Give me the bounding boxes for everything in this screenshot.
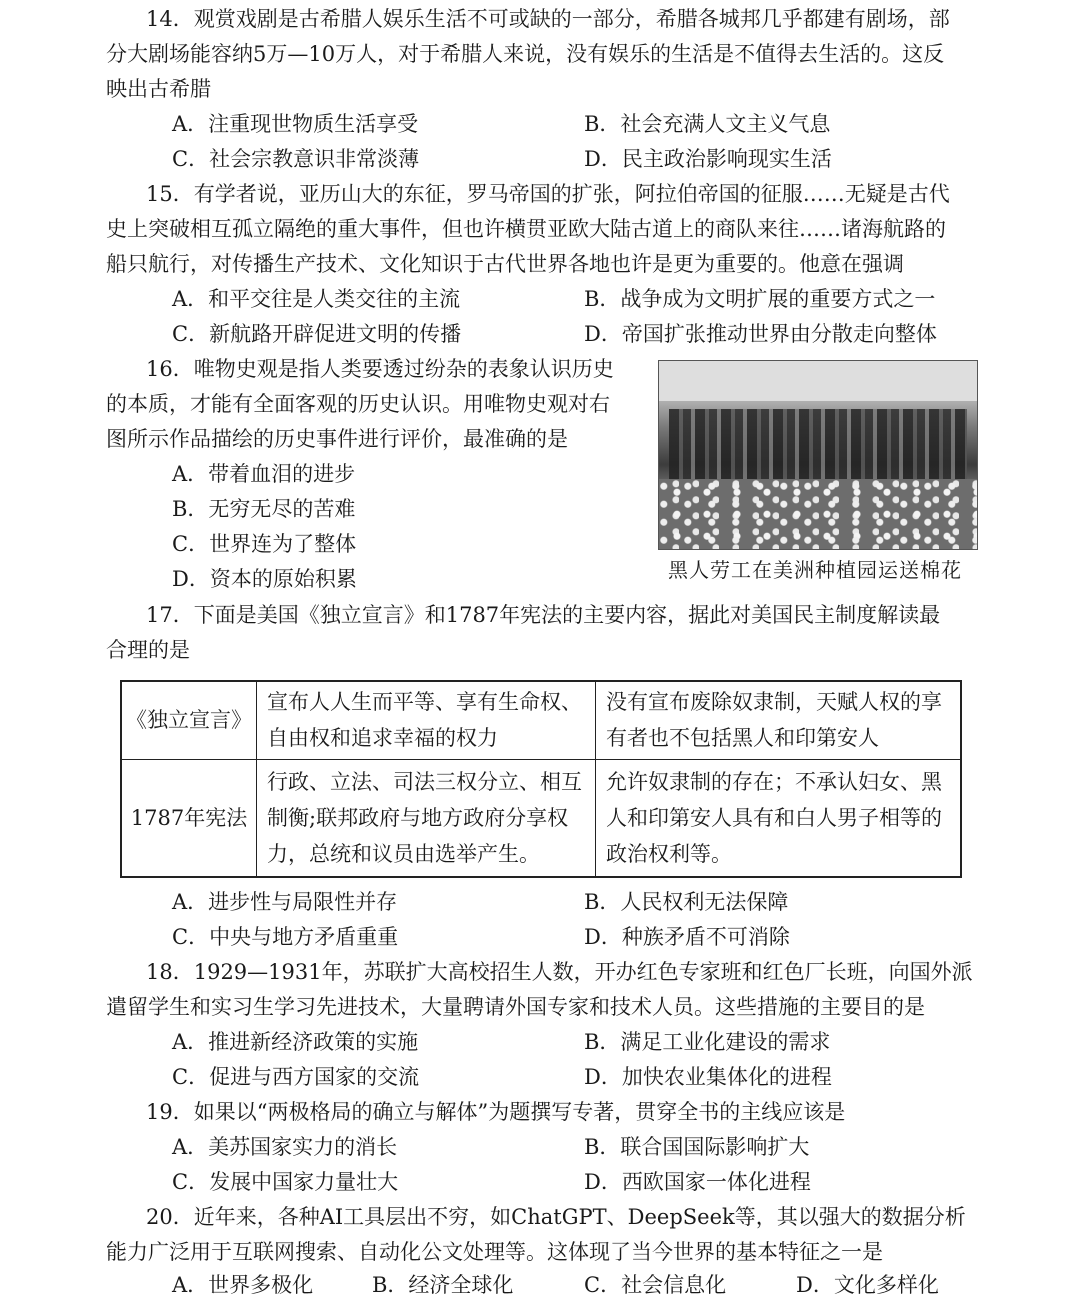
photo-caption: 黑人劳工在美洲种植园运送棉花 (668, 558, 962, 582)
question-19-option-b: B．联合国国际影响扩大 (584, 1135, 810, 1159)
question-16-line-3: 图所示作品描绘的历史事件进行评价，最准确的是 (106, 427, 568, 451)
question-20-option-d: D．文化多样化 (796, 1273, 939, 1297)
question-17-line-2: 合理的是 (106, 638, 190, 662)
question-18-option-a: A．推进新经济政策的实施 (172, 1030, 419, 1054)
question-17-option-a: A．进步性与局限性并存 (172, 890, 398, 914)
question-14-option-b: B．社会充满人文主义气息 (584, 112, 831, 136)
question-20-option-b: B．经济全球化 (372, 1273, 514, 1297)
question-14-line-1: 14．观赏戏剧是古希腊人娱乐生活不可或缺的一部分，希腊各城邦几乎都建有剧场，部 (146, 7, 950, 31)
question-17-line-1: 17．下面是美国《独立宣言》和1787年宪法的主要内容，据此对美国民主制度解读最 (146, 603, 941, 627)
question-19-option-a: A．美苏国家实力的消长 (172, 1135, 398, 1159)
question-16-option-d: D．资本的原始积累 (172, 567, 357, 591)
question-15-option-a: A．和平交往是人类交往的主流 (172, 287, 461, 311)
question-14-line-3: 映出古希腊 (106, 77, 211, 101)
question-14-option-a: A．注重现世物质生活享受 (172, 112, 419, 136)
question-19-line-1: 19．如果以“两极格局的确立与解体”为题撰写专著，贯穿全书的主线应该是 (146, 1100, 846, 1124)
table-cell: 没有宣布废除奴隶制，天赋人权的享有者也不包括黑人和印第安人 (596, 681, 962, 759)
table-row (121, 681, 961, 759)
cotton-plantation-photo (658, 360, 978, 550)
question-18-option-b: B．满足工业化建设的需求 (584, 1030, 831, 1054)
question-15-line-2: 史上突破相互孤立隔绝的重大事件，但也许横贯亚欧大陆古道上的商队来往……诸海航路的 (106, 217, 946, 241)
comparison-table (120, 680, 962, 878)
question-15-option-c: C．新航路开辟促进文明的传播 (172, 322, 462, 346)
table-cell: 行政、立法、司法三权分立、相互制衡;联邦政府与地方政府分享权力，总统和议员由选举产生。 (257, 759, 596, 877)
question-15-line-1: 15．有学者说，亚历山大的东征，罗马帝国的扩张，阿拉伯帝国的征服……无疑是古代 (146, 182, 950, 206)
question-18-option-c: C．促进与西方国家的交流 (172, 1065, 420, 1089)
question-19-option-c: C．发展中国家力量壮大 (172, 1170, 399, 1194)
question-16-option-b: B．无穷无尽的苦难 (172, 497, 356, 521)
table-cell: 允许奴隶制的存在；不承认妇女、黑人和印第安人具有和白人男子相等的政治权利等。 (596, 759, 962, 877)
question-15-line-3: 船只航行，对传播生产技术、文化知识于古代世界各地也许是更为重要的。他意在强调 (106, 252, 904, 276)
question-18-option-d: D．加快农业集体化的进程 (584, 1065, 832, 1089)
question-16-line-1: 16．唯物史观是指人类要透过纷杂的表象认识历史 (146, 357, 614, 381)
question-15-option-d: D．帝国扩张推动世界由分散走向整体 (584, 322, 937, 346)
table-cell: 1787年宪法 (121, 759, 257, 877)
question-14-line-2: 分大剧场能容纳5万—10万人，对于希腊人来说，没有娱乐的生活是不值得去生活的。这反 (106, 42, 945, 66)
question-18-line-2: 遣留学生和实习生学习先进技术，大量聘请外国专家和技术人员。这些措施的主要目的是 (106, 995, 925, 1019)
table-cell: 宣布人人生而平等、享有生命权、自由权和追求幸福的权力 (257, 681, 596, 759)
question-16-option-c: C．世界连为了整体 (172, 532, 357, 556)
table-row (121, 759, 961, 877)
question-14-option-c: C．社会宗教意识非常淡薄 (172, 147, 420, 171)
question-20-option-a: A．世界多极化 (172, 1273, 314, 1297)
question-17-option-b: B．人民权利无法保障 (584, 890, 789, 914)
question-17-option-c: C．中央与地方矛盾重重 (172, 925, 399, 949)
question-20-option-c: C．社会信息化 (584, 1273, 727, 1297)
question-20-line-1: 20．近年来，各种AI工具层出不穷，如ChatGPT、DeepSeek等，其以强大的数据分析 (146, 1205, 966, 1229)
table-cell: 《独立宣言》 (121, 681, 257, 759)
question-16-line-2: 的本质，才能有全面客观的历史认识。用唯物史观对右 (106, 392, 610, 416)
question-14-option-d: D．民主政治影响现实生活 (584, 147, 832, 171)
question-15-option-b: B．战争成为文明扩展的重要方式之一 (584, 287, 936, 311)
question-18-line-1: 18．1929—1931年，苏联扩大高校招生人数，开办红色专家班和红色厂长班，向国外派 (146, 960, 973, 984)
question-16-option-a: A．带着血泪的进步 (172, 462, 356, 486)
question-17-option-d: D．种族矛盾不可消除 (584, 925, 790, 949)
question-19-option-d: D．西欧国家一体化进程 (584, 1170, 811, 1194)
question-20-line-2: 能力广泛用于互联网搜索、自动化公文处理等。这体现了当今世界的基本特征之一是 (106, 1240, 883, 1264)
